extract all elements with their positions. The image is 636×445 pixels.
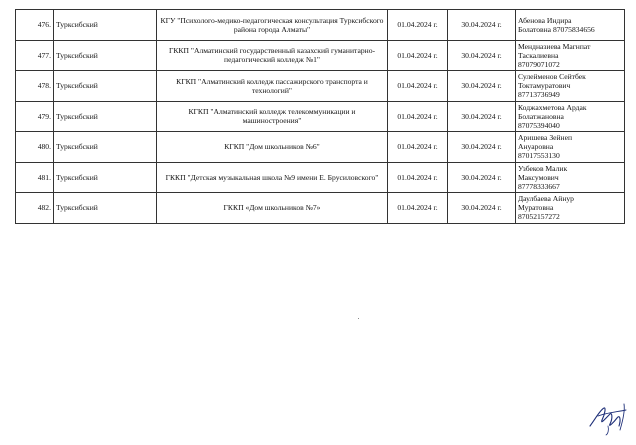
end-date-cell: 30.04.2024 г.: [448, 71, 516, 102]
table-row: [16, 40, 625, 71]
end-date-cell: 30.04.2024 г.: [448, 132, 516, 163]
start-date-cell: 01.04.2024 г.: [388, 132, 448, 163]
district-cell: Турксибский: [54, 132, 157, 163]
contact-cell: [516, 101, 625, 132]
district-cell: Турксибский: [54, 162, 157, 193]
start-date-cell: 01.04.2024 г.: [388, 71, 448, 102]
organization-cell: ГККП "Алматинский государственный казахский гуманитарно-педагогический колледж №1": [157, 40, 388, 71]
start-date-cell: 01.04.2024 г.: [388, 10, 448, 41]
district-cell: Турксибский: [54, 10, 157, 41]
table-row: [16, 71, 625, 102]
contact-cell: [516, 132, 625, 163]
contact-cell: [516, 71, 625, 102]
table-row: [16, 101, 625, 132]
scan-speck: [358, 318, 359, 319]
contact-line: Болатжановна: [518, 111, 564, 121]
start-date-cell: 01.04.2024 г.: [388, 193, 448, 224]
start-date-cell: 01.04.2024 г.: [388, 101, 448, 132]
contact-line: Болатовна 87075834656: [518, 24, 595, 34]
contact-line: Аришева Зейнеп: [518, 133, 573, 143]
table-body: [16, 10, 625, 224]
contact-line: Токтамуратович: [518, 81, 571, 91]
registry-table: [15, 9, 625, 224]
contact-line: Даулбаева Айнур: [518, 194, 574, 204]
district-cell: Турксибский: [54, 193, 157, 224]
contact-line: 87075394040: [518, 120, 560, 130]
end-date-cell: 30.04.2024 г.: [448, 10, 516, 41]
signature-image: [586, 400, 630, 436]
organization-cell: КГУ "Психолого-медико-педагогическая консультация Турксибского района города Алматы": [157, 10, 388, 41]
row-number: 482.: [16, 193, 54, 224]
table-row: [16, 132, 625, 163]
contact-line: 87713736949: [518, 90, 560, 100]
contact-line: Таскалиевна: [518, 50, 559, 60]
end-date-cell: 30.04.2024 г.: [448, 40, 516, 71]
contact-cell: [516, 193, 625, 224]
end-date-cell: 30.04.2024 г.: [448, 193, 516, 224]
row-number: 478.: [16, 71, 54, 102]
document-sheet: [15, 9, 624, 224]
contact-line: 87079071072: [518, 59, 560, 69]
contact-line: Максумович: [518, 172, 559, 182]
row-number: 481.: [16, 162, 54, 193]
end-date-cell: 30.04.2024 г.: [448, 101, 516, 132]
organization-cell: КГКП "Дом школьников №6": [157, 132, 388, 163]
row-number: 480.: [16, 132, 54, 163]
organization-cell: ГККП «Дом школьников №7»: [157, 193, 388, 224]
contact-cell: [516, 10, 625, 41]
table-row: [16, 10, 625, 41]
end-date-cell: 30.04.2024 г.: [448, 162, 516, 193]
organization-cell: ГККП "Детская музыкальная школа №9 имени Е. Брусиловского": [157, 162, 388, 193]
start-date-cell: 01.04.2024 г.: [388, 40, 448, 71]
table-row: [16, 193, 625, 224]
district-cell: Турксибский: [54, 71, 157, 102]
table-row: [16, 162, 625, 193]
contact-line: Узбеков Малик: [518, 163, 568, 173]
row-number: 476.: [16, 10, 54, 41]
organization-cell: КГКП "Алматинский колледж телекоммуникации и машиностроения": [157, 101, 388, 132]
contact-line: Абенова Индира: [518, 15, 572, 25]
contact-line: Муратовна: [518, 203, 554, 213]
start-date-cell: 01.04.2024 г.: [388, 162, 448, 193]
row-number: 477.: [16, 40, 54, 71]
contact-line: Ануаровна: [518, 142, 554, 152]
contact-line: 87778333667: [518, 181, 560, 191]
organization-cell: КГКП "Алматинский колледж пассажирского транспорта и технологий": [157, 71, 388, 102]
contact-cell: [516, 162, 625, 193]
contact-line: Коджахметова Ардак: [518, 102, 587, 112]
contact-cell: [516, 40, 625, 71]
contact-line: Сулейменов Сейтбек: [518, 72, 586, 82]
contact-line: Мендназиева Магнпат: [518, 41, 591, 51]
district-cell: Турксибский: [54, 40, 157, 71]
row-number: 479.: [16, 101, 54, 132]
contact-line: 87017553130: [518, 151, 560, 161]
district-cell: Турксибский: [54, 101, 157, 132]
contact-line: 87052157272: [518, 212, 560, 222]
